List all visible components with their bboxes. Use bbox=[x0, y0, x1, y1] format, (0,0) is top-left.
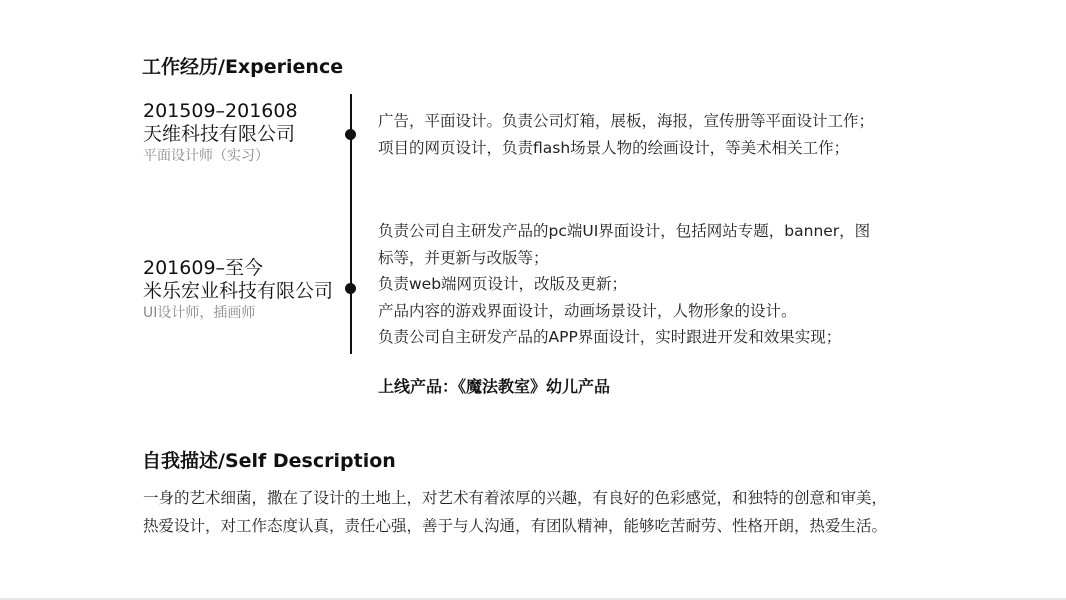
timeline-dot bbox=[345, 283, 356, 294]
job-date: 201509–201608 bbox=[143, 100, 298, 122]
job-company: 米乐宏业科技有限公司 bbox=[143, 280, 334, 302]
job-role: UI设计师，插画师 bbox=[143, 305, 256, 321]
job-role: 平面设计师（实习） bbox=[143, 148, 269, 164]
job-description-line: 标等，并更新与改版等； bbox=[378, 248, 549, 267]
job-description-line: 负责公司自主研发产品的pc端UI界面设计，包括网站专题，banner，图 bbox=[378, 222, 871, 240]
job-description-line: 广告，平面设计。负责公司灯箱，展板，海报，宣传册等平面设计工作； bbox=[378, 112, 875, 130]
self-description bbox=[143, 484, 963, 540]
self-description-line: 热爱设计，对工作态度认真，责任心强，善于与人沟通，有团队精神，能够吃苦耐劳、性格开朗，热爱生活。 bbox=[143, 517, 888, 535]
job-summary bbox=[143, 100, 343, 166]
self-description-line: 一身的艺术细菌，撒在了设计的土地上，对艺术有着浓厚的兴趣，有良好的色彩感觉，和独特的创意和审美， bbox=[143, 489, 888, 507]
job-description bbox=[378, 218, 948, 351]
job-description-line: 负责web端网页设计，改版及更新； bbox=[378, 275, 628, 293]
experience-heading: 工作经历/Experience bbox=[142, 56, 344, 78]
job-date: 201609–至今 bbox=[143, 257, 264, 279]
timeline-dot bbox=[345, 129, 356, 140]
self-description-heading: 自我描述/Self Description bbox=[142, 450, 396, 472]
launched-product: 上线产品：《魔法教室》幼儿产品 bbox=[378, 377, 611, 396]
job-description bbox=[378, 108, 948, 161]
job-description-line: 项目的网页设计，负责flash场景人物的绘画设计，等美术相关工作； bbox=[378, 138, 850, 157]
job-description-line: 产品内容的游戏界面设计，动画场景设计，人物形象的设计。 bbox=[378, 301, 797, 320]
job-description-line: 负责公司自主研发产品的APP界面设计，实时跟进开发和效果实现； bbox=[378, 328, 842, 346]
job-company: 天维科技有限公司 bbox=[143, 123, 296, 145]
job-summary bbox=[143, 257, 343, 323]
